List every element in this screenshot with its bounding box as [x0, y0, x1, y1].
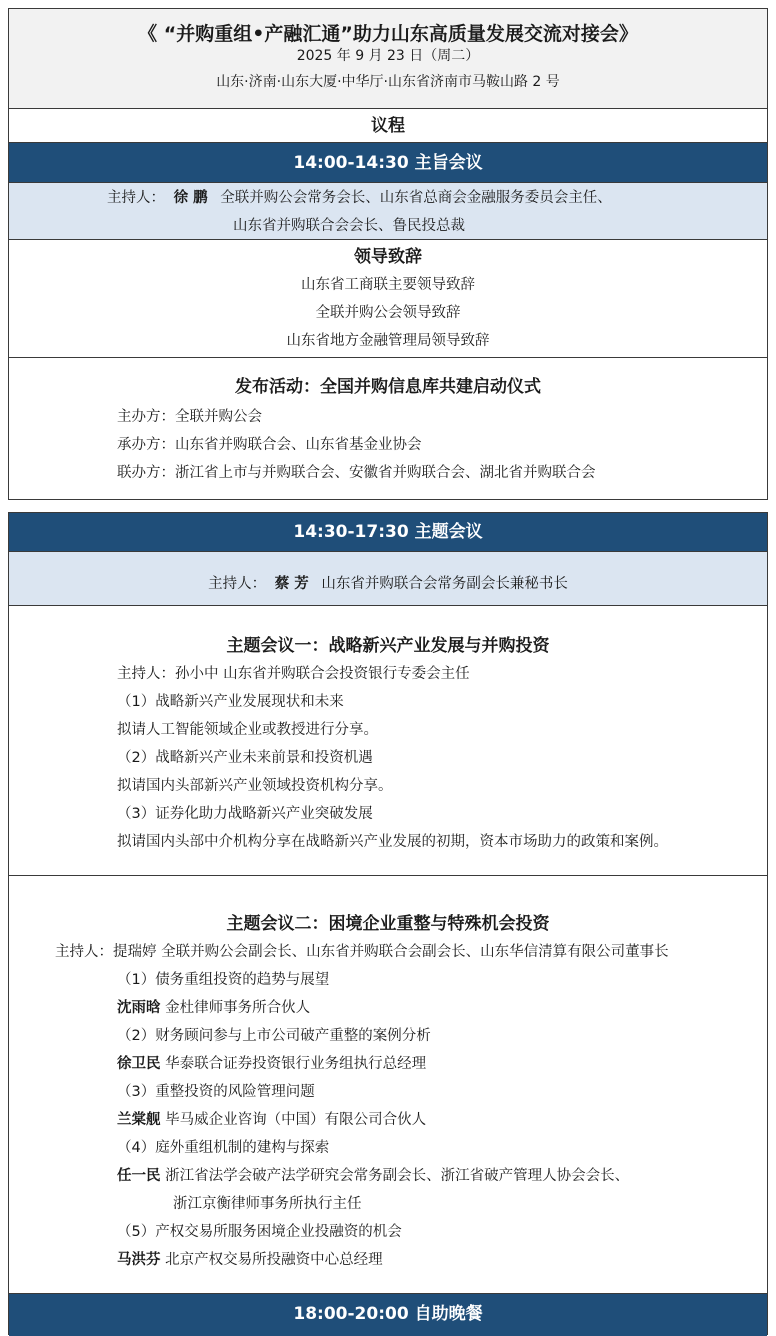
session-2 — [9, 876, 767, 1294]
speaker-name: 兰棠舰 — [117, 1112, 161, 1128]
host-name: 徐 鹏 — [173, 190, 208, 206]
session-1-line: （3）证券化助力战略新兴产业突破发展 — [117, 806, 373, 822]
session-2-host: 主持人：提瑞婷 全联并购公会副会长、山东省并购联合会副会长、山东华信清算有限公司董事长 — [55, 944, 669, 960]
host-title: 山东省并购联合会常务副会长兼秘书长 — [321, 576, 568, 592]
part2-host — [9, 552, 767, 606]
session-2-topic: （1）债务重组投资的趋势与展望 — [117, 972, 330, 988]
event-title: 《 “并购重组•产融汇通”助力山东高质量发展交流对接会》 — [138, 23, 638, 45]
session-1-line: 拟请人工智能领域企业或教授进行分享。 — [117, 722, 378, 738]
session-2-topic: （2）财务顾问参与上市公司破产重整的案例分析 — [117, 1028, 431, 1044]
session-1-title: 主题会议一：战略新兴产业发展与并购投资 — [226, 636, 550, 656]
speaker-name: 马洪芬 — [117, 1252, 161, 1268]
agenda-block-1 — [8, 8, 768, 500]
speaker-title: 浙江省法学会破产法学研究会常务副会长、浙江省破产管理人协会会长、 — [165, 1168, 630, 1184]
speech-title: 领导致辞 — [354, 247, 422, 267]
session-1-host: 主持人：孙小中 山东省并购联合会投资银行专委会主任 — [117, 666, 470, 682]
host-title-line1: 全联并购公会常务会长、山东省总商会金融服务委员会主任、 — [220, 190, 612, 206]
agenda-block-2 — [8, 512, 768, 1335]
part1-time-title: 14:00-14:30 主旨会议 — [9, 143, 767, 183]
event-header — [9, 9, 767, 109]
host-name: 蔡 芳 — [274, 576, 309, 592]
part2-time-title: 14:30-17:30 主题会议 — [9, 513, 767, 552]
session-1-line: （1）战略新兴产业发展现状和未来 — [117, 694, 344, 710]
speaker-name: 沈雨晗 — [117, 1000, 161, 1016]
host-label: 主持人： — [208, 576, 267, 592]
session-2-speaker — [9, 1106, 767, 1134]
organizer: 主办方：全联并购公会 — [117, 409, 262, 425]
session-2-title: 主题会议二：困境企业重整与特殊机会投资 — [226, 914, 550, 934]
session-2-speaker — [9, 994, 767, 1022]
speaker-name: 任一民 — [117, 1168, 161, 1184]
session-2-topic: （3）重整投资的风险管理问题 — [117, 1084, 315, 1100]
session-2-speaker — [9, 1162, 767, 1190]
host-label: 主持人： — [107, 190, 165, 206]
agenda-label: 议程 — [9, 109, 767, 143]
event-date: 2025 年 9 月 23 日（周二） — [296, 48, 480, 64]
part1-host — [9, 183, 767, 240]
speaker-name: 徐卫民 — [117, 1056, 161, 1072]
host-title-line2: 山东省并购联合会会长、鲁民投总裁 — [233, 218, 465, 234]
leader-speech-section — [9, 240, 767, 358]
speaker-title: 金杜律师事务所合伙人 — [165, 1000, 311, 1016]
launch-title: 发布活动：全国并购信息库共建启动仪式 — [235, 377, 541, 397]
event-venue: 山东·济南·山东大厦·中华厅·山东省济南市马鞍山路 2 号 — [216, 74, 560, 90]
speech-item: 山东省工商联主要领导致辞 — [301, 277, 475, 293]
speech-item: 全联并购公会领导致辞 — [315, 305, 461, 321]
speech-item: 山东省地方金融管理局领导致辞 — [286, 333, 490, 349]
session-2-speaker — [9, 1246, 767, 1274]
session-2-topic: （5）产权交易所服务困境企业投融资的机会 — [117, 1224, 402, 1240]
session-1-line: （2）战略新兴产业未来前景和投资机遇 — [117, 750, 373, 766]
session-1-line: 拟请国内头部新兴产业领域投资机构分享。 — [117, 778, 393, 794]
co-organizer: 联办方：浙江省上市与并购联合会、安徽省并购联合会、湖北省并购联合会 — [117, 465, 596, 481]
speaker-title-cont: 浙江京衡律师事务所执行主任 — [173, 1196, 362, 1212]
session-1 — [9, 606, 767, 876]
speaker-title: 毕马威企业咨询（中国）有限公司合伙人 — [165, 1112, 427, 1128]
speaker-title: 华泰联合证券投资银行业务组执行总经理 — [165, 1056, 427, 1072]
session-1-line: 拟请国内头部中介机构分享在战略新兴产业发展的初期，资本市场助力的政策和案例。 — [117, 834, 668, 850]
undertaker: 承办方：山东省并购联合会、山东省基金业协会 — [117, 437, 422, 453]
launch-section — [9, 358, 767, 499]
speaker-title: 北京产权交易所投融资中心总经理 — [165, 1252, 383, 1268]
session-2-speaker — [9, 1050, 767, 1078]
dinner-title: 18:00-20:00 自助晚餐 — [9, 1294, 767, 1336]
session-2-topic: （4）庭外重组机制的建构与探索 — [117, 1140, 330, 1156]
